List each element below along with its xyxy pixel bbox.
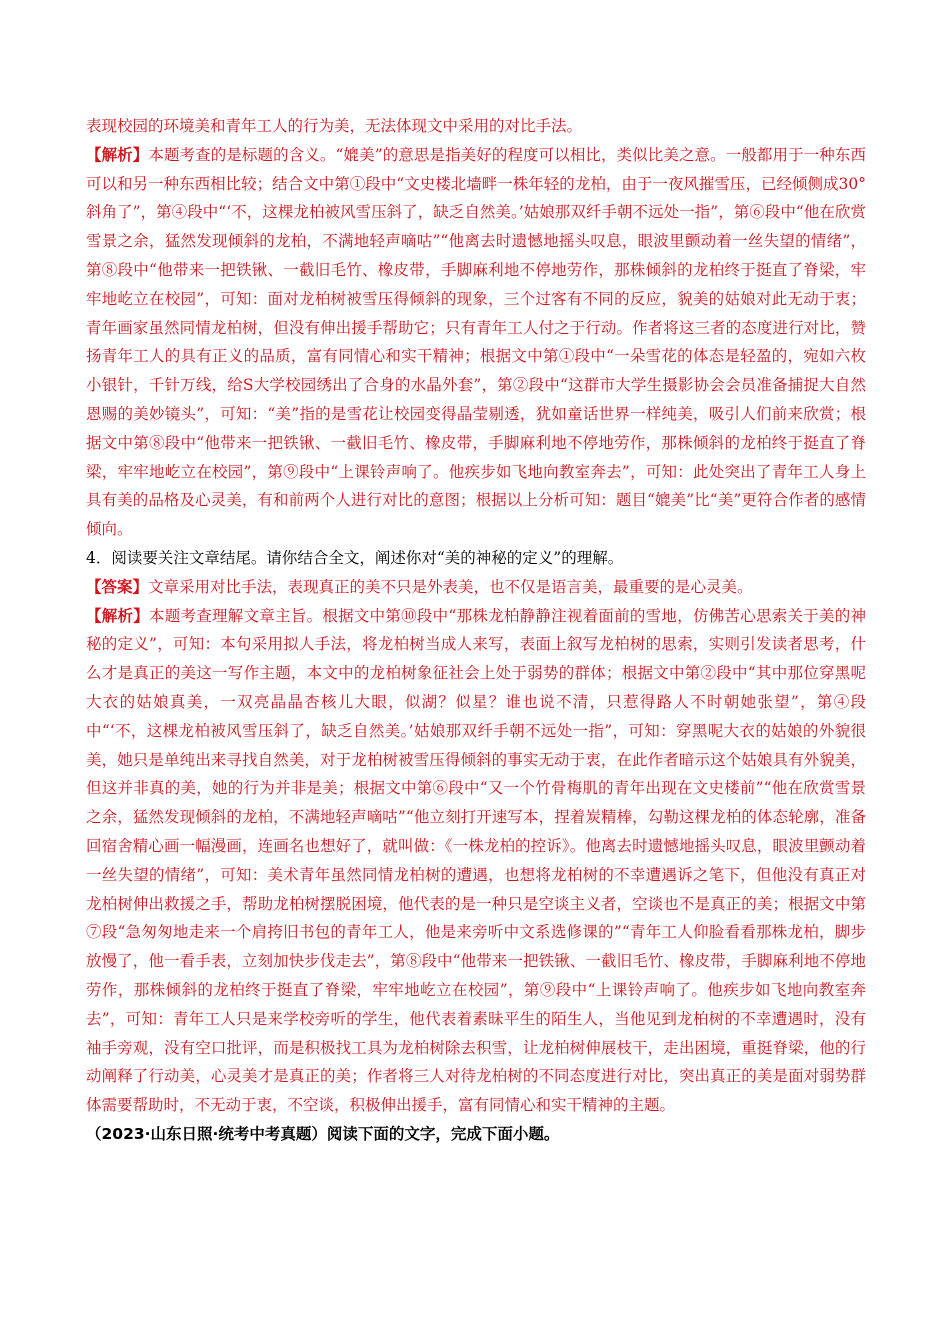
section-heading <box>86 1120 866 1149</box>
analysis-continuation-text: 表现校园的环境美和青年工人的行为美，无法体现文中采用的对比手法。 <box>86 117 583 135</box>
section-heading-text: （2023·山东日照·统考中考真题）阅读下面的文字，完成下面小题。 <box>86 1124 560 1143</box>
document-page <box>86 112 866 1149</box>
analysis-block-3 <box>86 141 866 544</box>
analysis-4-text: 本题考查理解文章主旨。根据文中第⑩段中“那株龙柏静静注视着面前的雪地，仿佛苦心思索关于美的神秘的定义”，可知：本句采用拟人手法，将龙柏树当成人来写，表面上叙写龙柏树的思索，实则引发读者思考，什么才是真正的美这一写作主题，本文中的龙柏树象征社会上处于弱势的群体；根据文中第②段中“其中那位穿黑呢大衣的姑娘真美，一双亮晶晶杏核儿大眼，似湖？似星？谁也说不清，只惹得路人不时朝她张望”，第④段中“‘不，这棵龙柏被风雪压斜了，缺乏自然美。’姑娘那双纤手朝不远处一指”，可知：穿黑呢大衣的姑娘的外貌很美，她只是单纯出来寻找自然美，对于龙柏树被雪压得倾斜的事实无动于衷，在此作者暗示这个姑娘具有外貌美，但这并非真的美，她的行为并非是美；根据文中第⑥段中“又一个竹骨梅肌的青年出现在文史楼前”“他在欣赏雪景之余，猛然发现倾斜的龙柏，不满地轻声嘀咕”“他立刻打开速写本，捏着炭精棒，勾勒这棵龙柏的体态轮廓，准备回宿舍精心画一幅漫画，连画名也想好了，就叫做：《一株龙柏的控诉》。他离去时遗憾地摇头叹息，眼波里颤动着一丝失望的情绪”，可知：美术青年虽然同情龙柏树的遭遇，也想将龙柏树的不幸遭遇诉之笔下，但他没有真正对龙柏树伸出救援之手，帮助龙柏树摆脱困境，他代表的是一种只是空谈主义者，空谈也不是真正的美；根据文中第⑦段“急匆匆地走来一个肩挎旧书包的青年工人，他是来旁听中文系选修课的”“青年工人仰脸看看那株龙柏，脚步放慢了，他一看手表，立刻加快步伐走去”，第⑧段中“他带来一把铁锹、一截旧毛竹、橡皮带，手脚麻利地不停地劳作，那株倾斜的龙柏终于挺直了脊梁，牢牢地屹立在校园”，第⑨段中“上课铃声响了。他疾步如飞地向教室奔去”，可知：青年工人只是来学校旁听的学生，他代表着素昧平生的陌生人，当他见到龙柏树的不幸遭遇时，没有袖手旁观，没有空口批评，而是积极找工具为龙柏树除去积雪，让龙柏树伸展枝干，走出困境，重挺脊梁，他的行动阐释了行动美，心灵美才是真正的美；作者将三人对待龙柏树的不同态度进行对比，突出真正的美是面对弱势群体需要帮助时，不无动于衷，不空谈，积极伸出援手，富有同情心和实干精神的主题。 <box>86 606 866 1115</box>
analysis-text: 本题考查的是标题的含义。“媲美”的意思是指美好的程度可以相比，类似比美之意。一般都用于一种东西可以和另一种东西相比较；结合文中第①段中“文史楼北墙畔一株年轻的龙柏，由于一夜风摧雪压，已经倾侧成30°斜角了”，第④段中“‘不，这棵龙柏被风雪压斜了，缺乏自然美。’姑娘那双纤手朝不远处一指”，第⑥段中“他在欣赏雪景之余，猛然发现倾斜的龙柏，不满地轻声嘀咕”“他离去时遗憾地摇头叹息，眼波里颤动着一丝失望的情绪”，第⑧段中“他带来一把铁锹、一截旧毛竹、橡皮带，手脚麻利地不停地劳作，那株倾斜的龙柏终于挺直了脊梁，牢牢地屹立在校园”，可知：面对龙柏树被雪压得倾斜的现象，三个过客有不同的反应，貌美的姑娘对此无动于衷；青年画家虽然同情龙柏树，但没有伸出援手帮助它；只有青年工人付之于行动。作者将这三者的态度进行对比，赞扬青年工人的具有正义的品质，富有同情心和实干精神；根据文中第①段中“一朵雪花的体态是轻盈的，宛如六枚小银针，千针万线，给S大学校园绣出了合身的水晶外套”，第②段中“这群市大学生摄影协会会员准备捕捉大自然恩赐的美妙镜头”，可知：“美”指的是雪花让校园变得晶莹剔透，犹如童话世界一样纯美，吸引人们前来欣赏；根据文中第⑧段中“他带来一把铁锹、一截旧毛竹、橡皮带，手脚麻利地不停地劳作，那株倾斜的龙柏终于挺直了脊梁，牢牢地屹立在校园”，第⑨段中“上课铃声响了。他疾步如飞地向教室奔去”，可知：此处突出了青年工人身上具有美的品格及心灵美，有和前两个人进行对比的意图；根据以上分析可知：题目“媲美”比“美”更符合作者的感情倾向。 <box>86 145 866 539</box>
analysis-4 <box>86 602 866 1120</box>
question-4 <box>86 544 866 573</box>
analysis-4-tag: 【解析】 <box>86 606 150 625</box>
analysis-continuation <box>86 112 866 141</box>
answer-4 <box>86 573 866 602</box>
analysis-tag: 【解析】 <box>86 145 149 164</box>
question-4-text: 4．阅读要关注文章结尾。请你结合全文，阐述你对“美的神秘的定义”的理解。 <box>86 548 624 567</box>
answer-tag: 【答案】 <box>86 577 149 596</box>
answer-text: 文章采用对比手法，表现真正的美不只是外表美，也不仅是语言美，最重要的是心灵美。 <box>148 577 753 596</box>
